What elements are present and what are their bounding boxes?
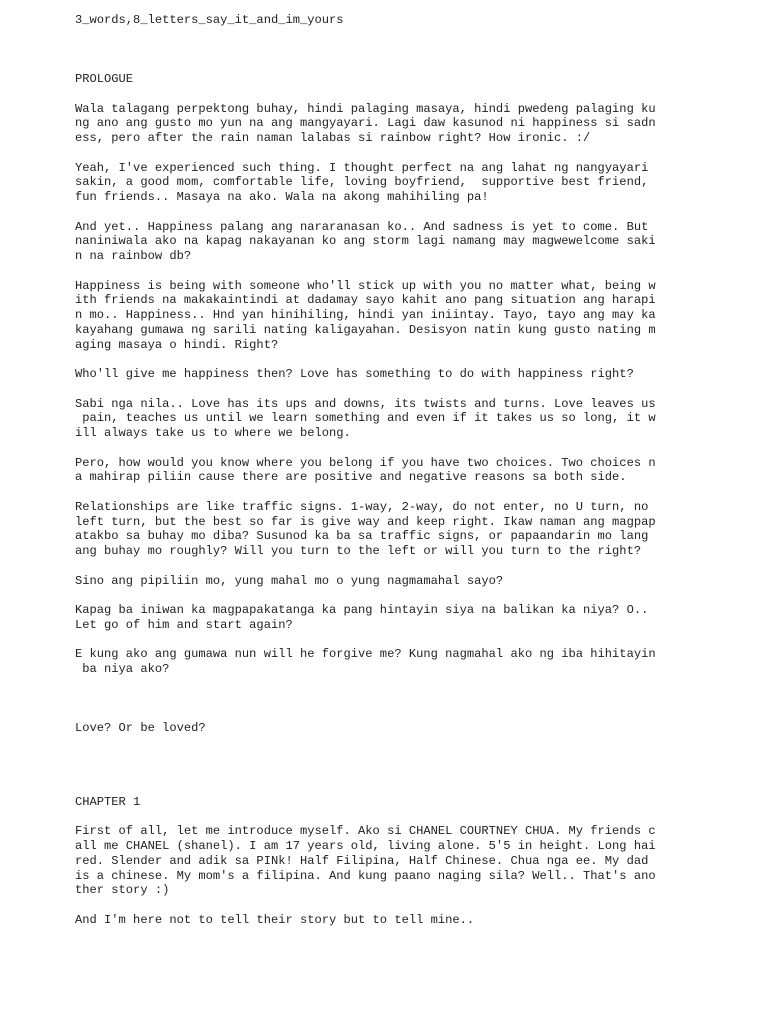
text-line: ess, pero after the rain naman lalabas si rainbow right? How ironic. :/ (75, 131, 591, 145)
text-line: ith friends na makakaintindi at dadamay sayo kahit ano pang situation ang harapi (75, 293, 656, 308)
paragraph (75, 397, 680, 441)
chapter-body (75, 824, 680, 927)
text-line: ng ano ang gusto mo yun na ang mangyayari. Lagi daw kasunod ni happiness si sadn (75, 116, 656, 131)
prologue-body (75, 102, 680, 736)
text-line: atakbo sa buhay mo diba? Susunod ka ba sa traffic signs, or papaandarin mo lang (75, 529, 649, 544)
paragraph (75, 574, 680, 589)
text-line: ther story :) (75, 883, 170, 898)
text-line: And I'm here not to tell their story but to tell mine.. (75, 912, 475, 927)
text-line: naniniwala ako na kapag nakayanan ko ang storm lagi namang may magwewelcome saki (75, 234, 656, 249)
text-line: Happiness is being with someone who'll stick up with you no matter what, being w (75, 278, 656, 293)
text-line: Sino ang pipiliin mo, yung mahal mo o yung nagmamahal sayo? (75, 573, 504, 588)
text-line: Relationships are like traffic signs. 1-way, 2-way, do not enter, no U turn, no (75, 499, 649, 514)
document-title: 3_words,8_letters_say_it_and_im_yours (75, 13, 344, 27)
paragraph (75, 367, 680, 382)
text-line: And yet.. Happiness palang ang nararanasan ko.. And sadness is yet to come. But (75, 219, 649, 234)
chapter-heading: CHAPTER 1 (75, 794, 141, 809)
text-line: all me CHANEL (shanel). I am 17 years old, living alone. 5'5 in height. Long hai (75, 839, 656, 853)
text-line: ill always take us to where we belong. (75, 426, 351, 440)
text-line: ba niya ako? (75, 662, 170, 676)
paragraph (75, 161, 680, 205)
text-line: Pero, how would you know where you belong if you have two choices. Two choices n (75, 455, 656, 470)
text-line: ang buhay mo roughly? Will you turn to the left or will you turn to the right? (75, 544, 642, 558)
document-page (75, 13, 680, 942)
paragraph (75, 220, 680, 264)
text-line: Sabi nga nila.. Love has its ups and downs, its twists and turns. Love leaves us (75, 396, 656, 411)
text-line: n na rainbow db? (75, 249, 192, 263)
text-line: Wala talagang perpektong buhay, hindi palaging masaya, hindi pwedeng palaging ku (75, 101, 656, 116)
paragraph (75, 500, 680, 559)
text-line: Who'll give me happiness then? Love has something to do with happiness right? (75, 367, 634, 381)
text-line: First of all, let me introduce myself. Ako si CHANEL COURTNEY CHUA. My friends c (75, 824, 656, 839)
text-line: left turn, but the best so far is give way and keep right. Ikaw naman ang magpap (75, 514, 656, 529)
text-line: fun friends.. Masaya na ako. Wala na akong mahihiling pa! (75, 190, 489, 204)
text-line: pain, teaches us until we learn something and even if it takes us so long, it w (75, 411, 656, 426)
text-line: aging masaya o hindi. Right? (75, 337, 279, 352)
text-line: kayahang gumawa ng sarili nating kaligayahan. Desisyon natin kung gusto nating m (75, 322, 656, 337)
paragraph (75, 721, 680, 736)
paragraph (75, 913, 680, 928)
text-line: Yeah, I've experienced such thing. I thought perfect na ang lahat ng nangyayari (75, 160, 649, 175)
paragraph (75, 603, 680, 633)
text-line: Love? Or be loved? (75, 720, 206, 735)
text-line: n mo.. Happiness.. Hnd yan hinihiling, hindi yan iniintay. Tayo, tayo ang may ka (75, 308, 656, 322)
paragraph (75, 456, 680, 486)
text-line: Kapag ba iniwan ka magpapakatanga ka pang hintayin siya na balikan ka niya? O.. (75, 603, 649, 617)
paragraph (75, 647, 680, 677)
text-line: a mahirap piliin cause there are positive and negative reasons sa both side. (75, 470, 627, 485)
paragraph (75, 279, 680, 353)
paragraph (75, 102, 680, 146)
text-line: red. Slender and adik sa PINk! Half Filipina, Half Chinese. Chua nga ee. My dad (75, 853, 649, 868)
text-line: is a chinese. My mom's a filipina. And kung paano naging sila? Well.. That's ano (75, 868, 656, 883)
text-line: Let go of him and start again? (75, 617, 293, 632)
paragraph (75, 824, 680, 898)
prologue-heading: PROLOGUE (75, 71, 134, 86)
text-line: sakin, a good mom, comfortable life, loving boyfriend, supportive best friend, (75, 175, 649, 190)
text-line: E kung ako ang gumawa nun will he forgive me? Kung nagmahal ako ng iba hihitayin (75, 647, 656, 662)
